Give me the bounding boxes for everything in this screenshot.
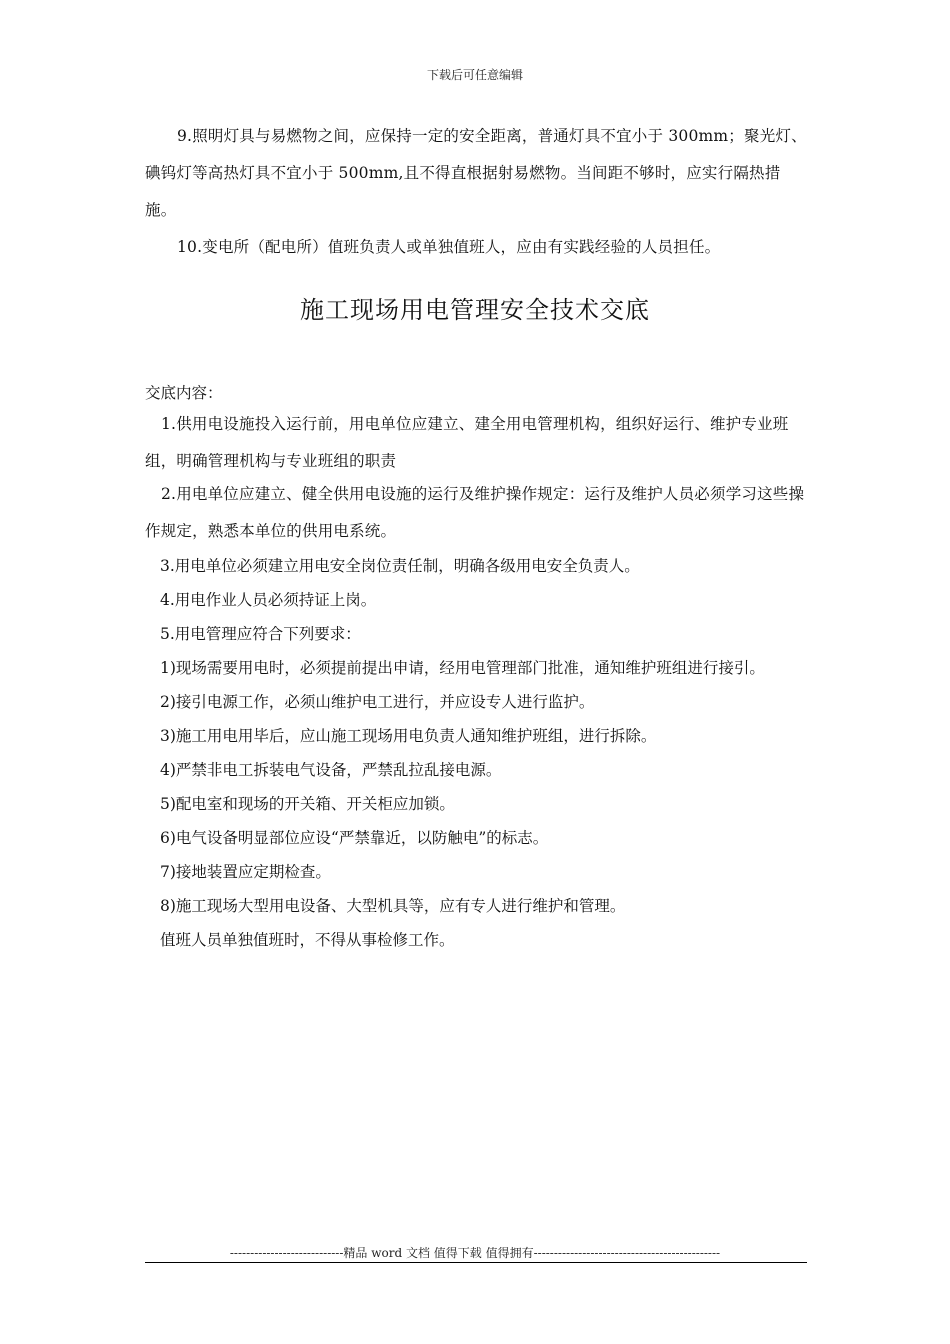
paragraph-item-1: 1.供用电设施投入运行前，用电单位应建立、建全用电管理机构，组织好运行、维护专业班组，明确管理机构与专业班组的职责 xyxy=(145,415,789,470)
footer-divider xyxy=(145,1262,807,1263)
paragraph-item-9: 9.照明灯具与易燃物之间，应保持一定的安全距离，普通灯具不宜小于 300mm；聚光灯、碘钨灯等高热灯具不宜小于 500mm,且不得直根据射易燃物。当间距不够时，应实行隔热措施。 xyxy=(145,127,807,219)
content-label: 交底内容： xyxy=(145,384,223,402)
sub-item-2: 2)接引电源工作，必须山维护电工进行，并应设专人进行监护。 xyxy=(160,693,595,711)
sub-item-6: 6)电气设备明显部位应设“严禁靠近，以防触电”的标志。 xyxy=(160,829,549,847)
closing-paragraph: 值班人员单独值班时，不得从事检修工作。 xyxy=(160,931,455,949)
paragraph-item-2: 2.用电单位应建立、健全供用电设施的运行及维护操作规定：运行及维护人员必须学习这些操作规定，熟悉本单位的供用电系统。 xyxy=(145,485,805,540)
page-footer: ----------------------------精品 word 文档 值得下载 值得拥有---------------------------------------------- xyxy=(229,1246,721,1260)
sub-item-8: 8)施工现场大型用电设备、大型机具等，应有专人进行维护和管理。 xyxy=(160,897,626,915)
paragraph-item-5: 5.用电管理应符合下列要求： xyxy=(160,625,361,643)
sub-item-7: 7)接地装置应定期检查。 xyxy=(160,863,331,881)
page-header: 下载后可任意编辑 xyxy=(426,68,523,82)
sub-item-5: 5)配电室和现场的开关箱、开关柜应加锁。 xyxy=(160,795,455,813)
sub-item-1: 1)现场需要用电时，必须提前提出申请，经用电管理部门批准，通知维护班组进行接引。 xyxy=(160,659,765,677)
paragraph-item-4: 4.用电作业人员必须持证上岗。 xyxy=(160,591,377,609)
sub-item-3: 3)施工用电用毕后，应山施工现场用电负责人通知维护班组，进行拆除。 xyxy=(160,727,657,745)
paragraph-item-3: 3.用电单位必须建立用电安全岗位责任制，明确各级用电安全负责人。 xyxy=(160,557,640,575)
sub-item-4: 4)严禁非电工拆装电气设备，严禁乱拉乱接电源。 xyxy=(160,761,502,779)
section-title: 施工现场用电管理安全技术交底 xyxy=(300,296,650,324)
paragraph-item-10: 10.变电所（配电所）值班负责人或单独值班人，应由有实践经验的人员担任。 xyxy=(177,238,721,256)
